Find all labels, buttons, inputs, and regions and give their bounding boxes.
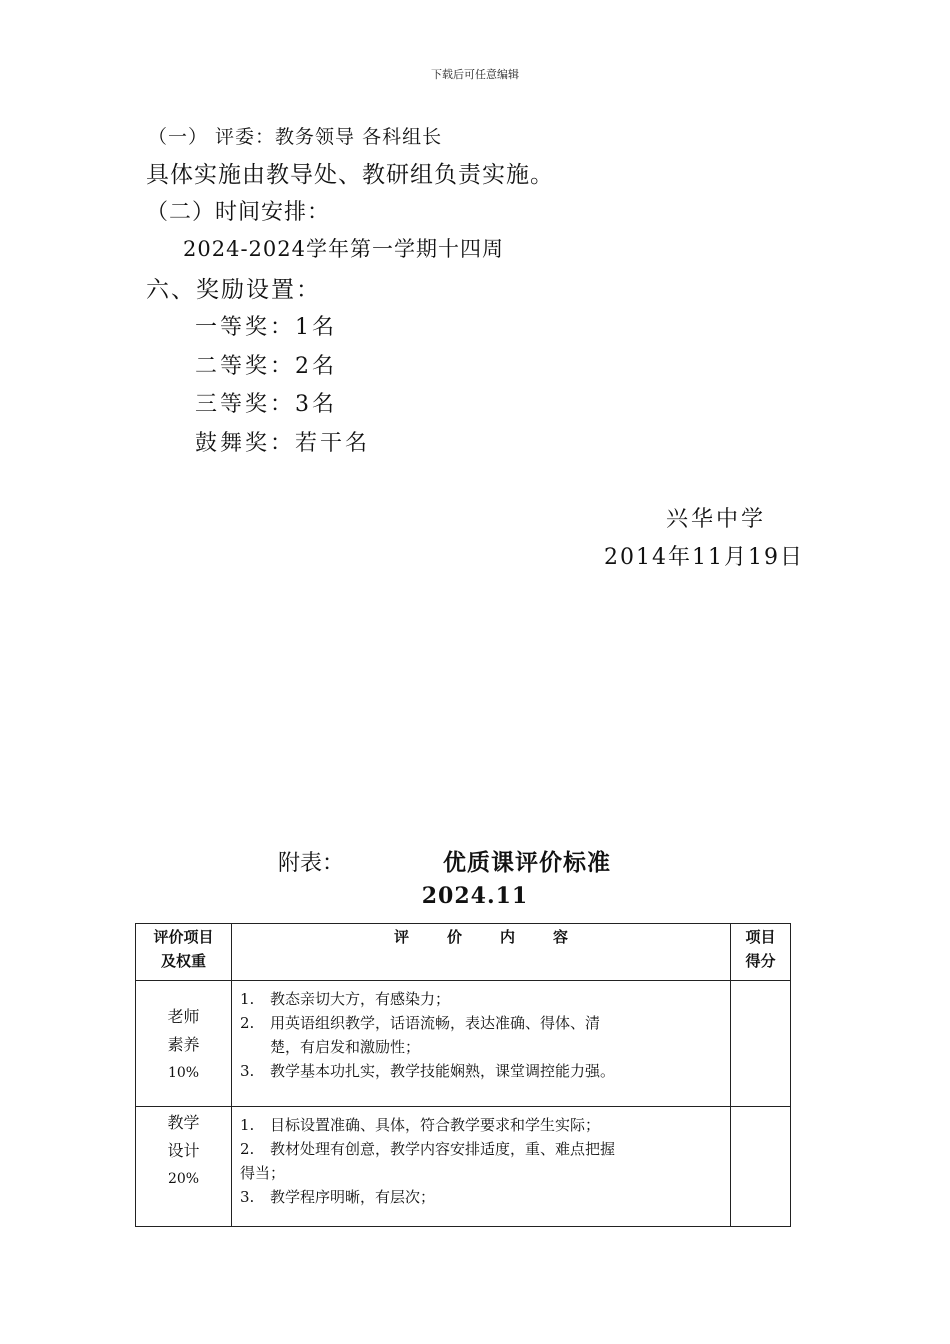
annex-date: 2024.11 [421,883,529,909]
criterion-text-continued: 楚，有启发和激励性； [270,1038,421,1056]
header-item-line1: 评价项目 [153,928,214,946]
page-header-note: 下载后可任意编辑 [431,68,519,81]
criterion-item [240,1113,722,1137]
score-cell[interactable] [731,981,791,1107]
evaluation-table [135,923,791,1227]
header-item-weight [136,924,232,981]
header-score [731,924,791,981]
awards-heading: 六、奖励设置： [146,277,321,303]
signature-date: 2014年11月19日 [604,545,804,570]
criterion-text: 目标设置准确、具体，符合教学要求和学生实际； [270,1116,601,1134]
criterion-number: 2. [240,1014,255,1032]
criterion-number: 1. [240,1116,255,1134]
category-line: 设计 [167,1141,200,1160]
criterion-number: 3. [240,1188,255,1206]
criterion-text: 教学基本功扎实，教学技能娴熟，课堂调控能力强。 [270,1062,616,1080]
category-line: 素养 [167,1035,200,1054]
row-category [136,981,232,1107]
annex-label: 附表： [278,851,345,876]
criterion-text: 教态亲切大方，有感染力； [270,990,451,1008]
row-category [136,1107,232,1227]
annex-title: 优质课评价标准 [443,849,611,876]
criterion-text: 教材处理有创意，教学内容安排适度，重、难点把握 [270,1140,616,1158]
row-criteria [232,981,731,1107]
criterion-number: 1. [240,990,255,1008]
judges-line: （一） 评委：教务领导 各科组长 [148,126,443,148]
schedule-heading: （二）时间安排： [146,200,331,225]
second-prize-line: 二等奖：2名 [195,354,337,379]
criterion-text: 教学程序明晰，有层次； [270,1188,436,1206]
encouragement-prize-line: 鼓舞奖：若干名 [195,431,371,456]
score-cell[interactable] [731,1107,791,1227]
criterion-item [240,1137,722,1161]
criterion-text: 用英语组织教学，话语流畅，表达准确、得体、清 [270,1014,601,1032]
category-line: 教学 [167,1113,200,1132]
row-criteria [232,1107,731,1227]
category-weight: 10% [167,1065,200,1081]
table-row [136,1107,791,1227]
header-content-char: 容 [553,928,569,946]
implementation-line: 具体实施由教导处、教研组负责实施。 [146,162,554,188]
signature-school: 兴华中学 [666,507,767,532]
criterion-item [240,987,722,1011]
header-content-char: 评 [393,928,409,946]
criterion-item [240,1185,722,1209]
criterion-number: 2. [240,1140,255,1158]
schedule-line: 2024-2024学年第一学期十四周 [183,237,504,261]
third-prize-line: 三等奖：3名 [195,392,337,417]
criterion-item [240,1059,722,1083]
table-header-row [136,924,791,981]
header-content-char: 价 [446,928,462,946]
header-content-char: 内 [500,928,516,946]
category-weight: 20% [167,1171,200,1187]
criterion-text-wrapped: 得当； [240,1164,286,1182]
header-item-line2: 及权重 [160,952,206,970]
table-row [136,981,791,1107]
first-prize-line: 一等奖：1名 [195,315,337,340]
header-score-line1: 项目 [745,928,776,946]
criterion-number: 3. [240,1062,255,1080]
header-content [232,924,731,981]
header-score-line2: 得分 [745,952,776,970]
criterion-item [240,1011,722,1059]
category-line: 老师 [167,1007,200,1026]
